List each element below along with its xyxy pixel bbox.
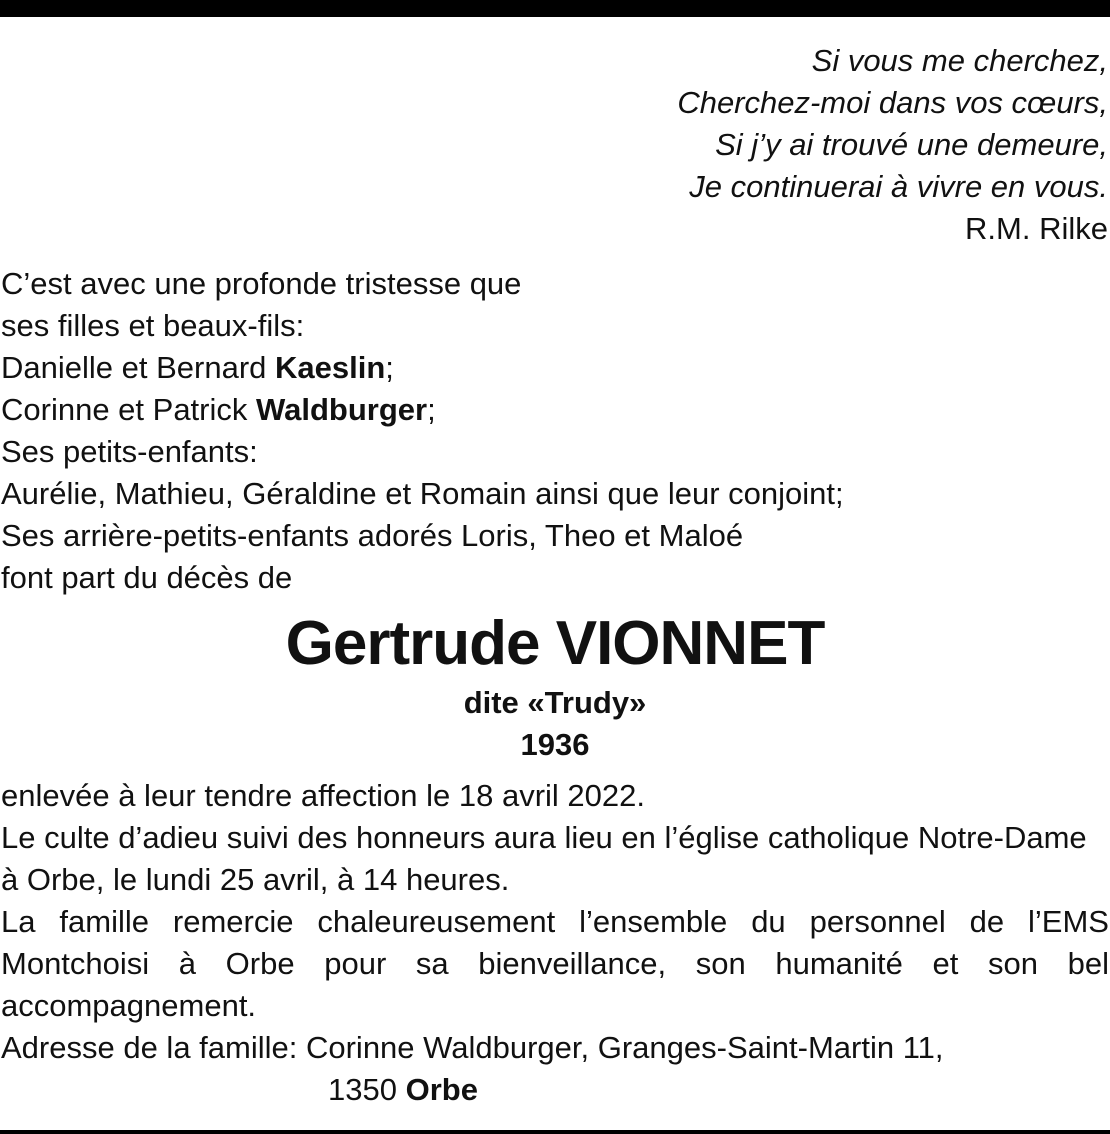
family-announcement xyxy=(1,263,844,599)
family-couple-waldburger xyxy=(1,389,844,431)
couple-punctuation: ; xyxy=(385,350,394,385)
thanks-line: accompagnement. xyxy=(1,988,257,1023)
poem-quote xyxy=(677,40,1108,250)
family-couple-kaeslin xyxy=(1,347,844,389)
death-date-line: enlevée à leur tendre affection le 18 avril 2022. xyxy=(1,778,645,813)
couple-punctuation: ; xyxy=(427,392,436,427)
deceased-nickname: dite «Trudy» xyxy=(463,685,647,720)
postcode: 1350 xyxy=(328,1072,406,1107)
thanks-line: Montchoisi à Orbe pour sa bienveillance, son humanité et son bel xyxy=(1,946,1109,981)
couple-surname: Waldburger xyxy=(256,392,428,427)
couple-surname: Kaeslin xyxy=(275,350,386,385)
poem-line: Si vous me cherchez, xyxy=(811,43,1108,78)
great-grandchildren-names: Ses arrière-petits-enfants adorés Loris, Theo et Maloé xyxy=(1,518,744,553)
grandchildren-label: Ses petits-enfants: xyxy=(1,434,258,469)
grandchildren-names: Aurélie, Mathieu, Géraldine et Romain ainsi que leur conjoint; xyxy=(1,476,844,511)
announce-line: font part du décès de xyxy=(1,560,293,595)
family-address-city xyxy=(1,1069,1109,1111)
top-rule xyxy=(0,0,1110,17)
poem-line: Si j’y ai trouvé une demeure, xyxy=(715,127,1108,162)
deceased-block xyxy=(0,606,1110,766)
poem-line: Cherchez-moi dans vos cœurs, xyxy=(677,85,1108,120)
family-address: Adresse de la famille: Corinne Waldburger, Granges-Saint-Martin 11, xyxy=(1,1030,944,1065)
intro-line: C’est avec une profonde tristesse que xyxy=(1,266,522,301)
service-line: Le culte d’adieu suivi des honneurs aura lieu en l’église catholique Notre-Dame xyxy=(1,820,1087,855)
intro-line: ses filles et beaux-fils: xyxy=(1,308,305,343)
thanks-line: La famille remercie chaleureusement l’ensemble du personnel de l’EMS xyxy=(1,904,1109,939)
bottom-rule xyxy=(0,1130,1110,1134)
poem-line: Je continuerai à vivre en vous. xyxy=(689,169,1108,204)
funeral-notice xyxy=(1,775,1109,1111)
deceased-name: Gertrude VIONNET xyxy=(285,609,825,678)
deceased-birth-year: 1936 xyxy=(520,727,590,762)
couple-first-names: Danielle et Bernard xyxy=(1,350,275,385)
poem-author: R.M. Rilke xyxy=(965,211,1108,246)
city-name: Orbe xyxy=(405,1072,478,1107)
couple-first-names: Corinne et Patrick xyxy=(1,392,256,427)
service-line: à Orbe, le lundi 25 avril, à 14 heures. xyxy=(1,862,510,897)
